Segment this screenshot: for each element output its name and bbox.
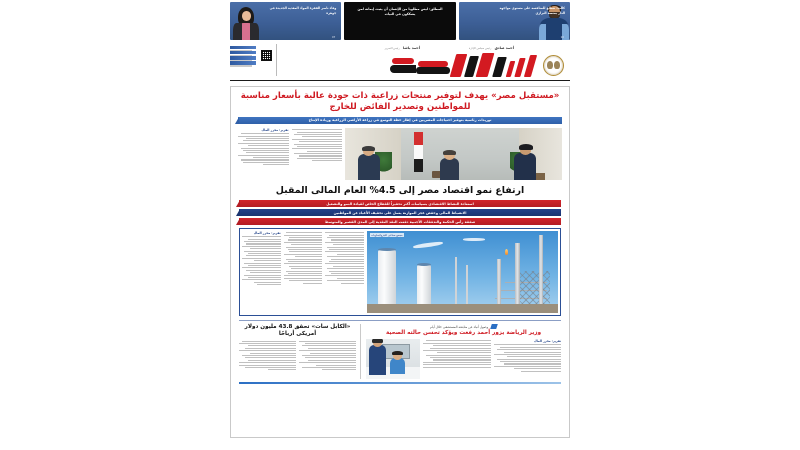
story-health-column-1-head: تقرير: محرر المال xyxy=(534,339,561,344)
body-text-lines xyxy=(284,232,323,283)
flag-marker-icon xyxy=(490,324,498,329)
body-text-lines xyxy=(239,341,296,371)
masthead-editor-byline xyxy=(385,46,420,50)
second-headline xyxy=(238,185,562,197)
storage-tank-icon xyxy=(378,250,396,305)
second-story-photo-caption: مجمع صناعى للبتروكيماويات xyxy=(371,233,403,238)
top-banner-left-text: وفاء ناصر القفزة المواد المغذية الجديدة في جوهرة xyxy=(269,6,337,15)
top-banner-left[interactable] xyxy=(230,2,341,40)
body-text-lines xyxy=(325,232,364,283)
newspaper-front-page xyxy=(216,0,584,450)
story-health-kicker-text: وصول أنباء عن متابعته المستشفى خلال أيام xyxy=(429,325,489,330)
body-text-lines xyxy=(238,133,289,165)
cloud-icon xyxy=(463,238,485,241)
steel-truss-icon xyxy=(516,271,550,305)
bullet-bar-3-text: صفقة رأس الحكمة والتدفقات الأجنبية دفعت النقد النقدية إلى المدى القصير والمتوسط xyxy=(324,219,476,224)
story-health-body xyxy=(366,339,561,379)
qr-code-icon[interactable] xyxy=(261,50,272,61)
woman-portrait-icon xyxy=(231,4,261,40)
story-health-headline: وزير الرياضة يزور أحمد رفعت ويؤكد تحسن حالته الصحية xyxy=(385,330,542,337)
top-banner-strip xyxy=(216,2,584,44)
masthead-chairman-name: أحمد صادق xyxy=(494,46,514,50)
front-page-frame xyxy=(230,86,570,438)
second-column-3-head: تقرير: محرر المال xyxy=(253,231,281,236)
top-banner-right-text: كالت: نتطلع للمنافسة على مستوى مواجهة الدار بمنصة البرازي xyxy=(499,6,565,15)
story-health[interactable] xyxy=(366,324,561,379)
lead-subheading-text: توريدات رئاسية بتوفير احتياجات المصريين في إطار خطة التوسع في زراعة الأراضي الزراعية وزيادة الإنتاج xyxy=(308,118,492,123)
lead-column-1 xyxy=(292,128,343,180)
masthead-info-box-4 xyxy=(230,61,256,64)
body-text-lines xyxy=(242,236,281,285)
logo-wordmark xyxy=(376,53,536,79)
story-cable-headline: «الكابل سات» تحقق 43.8 مليون دولار أمريكى أرباحًا xyxy=(244,324,351,338)
masthead-info-box-2 xyxy=(230,51,256,54)
story-health-column-1 xyxy=(494,339,562,379)
body-text-lines xyxy=(292,129,343,161)
story-cable-column-2 xyxy=(239,341,296,372)
publication-logo[interactable] xyxy=(376,53,536,79)
footer-accent-bar xyxy=(239,382,561,384)
petrochemical-plant-photo xyxy=(367,231,558,313)
bullet-bar-3 xyxy=(239,218,561,225)
masthead-divider xyxy=(276,44,277,76)
body-text-lines xyxy=(423,340,491,367)
body-text-lines xyxy=(299,341,356,371)
story-cable-body xyxy=(239,341,356,372)
bullet-bar-1 xyxy=(239,200,561,207)
logo-seal-emblem xyxy=(543,55,564,76)
story-cable[interactable] xyxy=(239,324,361,379)
second-column-2 xyxy=(284,231,323,313)
lead-story-columns xyxy=(238,128,342,180)
lead-story-row xyxy=(238,128,562,180)
top-banner-center-text: المطلق: ليس مطلوبا من الإنسان أن يثبت إيمانه لمن يشككون في النيات xyxy=(357,7,443,17)
top-banner-center[interactable] xyxy=(344,2,455,40)
masthead-chairman-byline xyxy=(469,46,514,50)
masthead-editor-title: رئيس التحرير xyxy=(384,46,400,50)
story-cable-column-1 xyxy=(299,341,356,372)
second-headline-after: العام المالى المقبل xyxy=(275,185,367,197)
second-story-bullets xyxy=(239,200,561,225)
masthead-editor-name: أحمد باشا xyxy=(402,46,420,50)
lead-subheading-bar xyxy=(238,117,562,125)
second-column-1 xyxy=(325,231,364,313)
masthead-chairman-title: رئيس مجلس الإدارة xyxy=(468,46,492,50)
bottom-stories-row xyxy=(239,324,561,379)
second-story-columns xyxy=(242,231,364,313)
bullet-bar-2-text: الانضباط المالى وخفض عجز الموازنة يعمل على تخفيف الأعباء عن المواطنين xyxy=(333,210,467,215)
body-text-lines xyxy=(494,344,562,371)
lead-headline: «مستقبل مصر» يهدف لتوفير منتجات زراعية ذات جودة عالية بأسعار مناسبة للمواطنين وتصدير الفائض للخارج xyxy=(240,91,560,113)
story-health-column-2 xyxy=(423,339,491,379)
egypt-flag-icon xyxy=(414,132,423,172)
lead-column-2-head: تقرير: محرر المال xyxy=(261,128,289,133)
second-headline-value: 4.5% xyxy=(369,185,396,197)
second-column-3 xyxy=(242,231,281,313)
top-banner-right[interactable] xyxy=(459,2,570,40)
masthead-info-box-3 xyxy=(230,56,256,59)
masthead-underline xyxy=(230,80,570,81)
masthead-info-box-1 xyxy=(230,46,256,49)
second-headline-before: ارتفاع نمو اقتصاد مصر إلى xyxy=(398,185,525,197)
section-divider xyxy=(239,320,561,321)
presidential-meeting-photo xyxy=(345,128,562,180)
top-banner-right-number: 10 xyxy=(560,36,564,39)
masthead xyxy=(230,44,570,84)
top-banner-left-number: 07 xyxy=(332,36,336,39)
storage-tank-icon xyxy=(417,265,431,305)
lead-column-2 xyxy=(238,128,289,180)
hospital-visit-photo xyxy=(366,339,420,379)
bullet-bar-1-text: استعادة النشاط الاقتصادى بسياسات أكثر تحفيزاً للقطاع الخاص لقيادة النمو والتشغيل xyxy=(326,201,474,206)
second-story-block xyxy=(239,228,561,316)
story-health-kicker xyxy=(366,324,561,329)
bullet-bar-2 xyxy=(239,209,561,216)
